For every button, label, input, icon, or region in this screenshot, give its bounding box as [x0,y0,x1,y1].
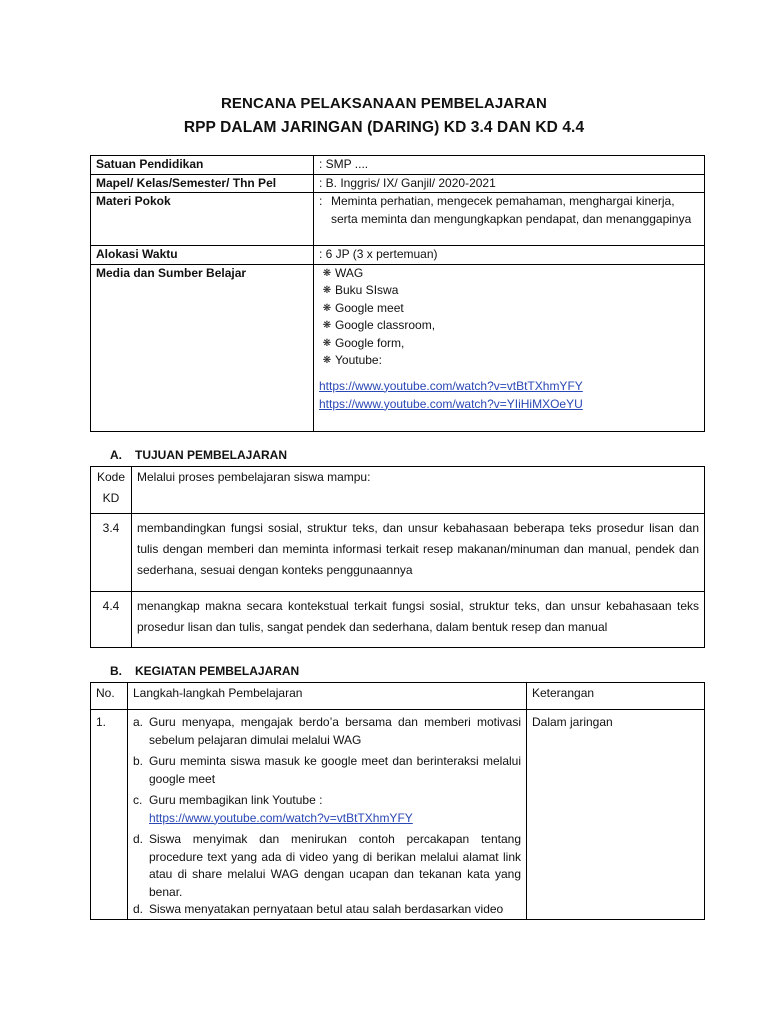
list-item [133,792,521,827]
list-item [133,753,521,788]
steps-header: Langkah-langkah Pembelajaran [128,683,527,710]
section-letter: A. [110,448,122,462]
media-item-label: Google classroom, [335,318,436,332]
list-item [319,352,699,370]
no-header: No. [91,683,128,710]
steps-cell [128,710,527,920]
section-b-heading [110,664,299,678]
document-subtitle: RPP DALAM JARINGAN (DARING) KD 3.4 DAN KD 4.4 [183,119,585,136]
identity-row-mapel [91,174,705,193]
step-text [149,792,521,827]
asterisk-flower-icon: ❋ [322,267,332,279]
code-header-line2: KD [102,491,120,505]
section-title: TUJUAN PEMBELAJARAN [135,448,288,462]
list-item [133,831,521,901]
tujuan-header-row [91,467,705,514]
kd-code: 4.4 [91,592,132,648]
keterangan-value: Dalam jaringan [527,710,705,920]
materi-value: Meminta perhatian, mengecek pemahaman, menghargai kinerja, serta meminta dan mengungkapkan pendapat, dan menanggapinya [331,194,692,226]
step-label: d. [133,902,144,916]
asterisk-flower-icon: ❋ [322,320,332,331]
list-item [319,282,699,300]
youtube-link-2[interactable]: https://www.youtube.com/watch?v=YIiHiMXOeYU [319,396,583,411]
media-item-label: Youtube: [335,353,382,367]
step-label: c. [133,793,143,807]
step-text: Siswa menyatakan pernyataan betul atau salah berdasarkan video [149,902,504,916]
asterisk-flower-icon: ❋ [322,355,332,366]
identity-row-satuan [91,156,705,175]
kd-desc: menangkap makna secara kontekstual terkait fungsi sosial, struktur teks, dan unsur kebahasaan teks prosedur lisan dan tulis, sangat pendek dan sederhana, dalam bentuk resep dan manual [132,592,705,648]
youtube-link-1[interactable]: https://www.youtube.com/watch?v=vtBtTXhmYFY [319,378,583,393]
identity-row-alokasi [91,246,705,265]
table-row [91,514,705,592]
kd-code: 3.4 [91,514,132,592]
row-number: 1. [91,710,128,920]
step-text: Siswa menyimak dan menirukan contoh percakapan tentang procedure text yang ada di video yang di berikan melalui alamat link atau di share melalui WAG dengan ucapan dan tekanan kata yang benar. [149,832,521,899]
ket-header: Keterangan [527,683,705,710]
step-text-main: Guru membagikan link Youtube : [149,793,323,807]
table-row [91,710,705,920]
kd-desc: membandingkan fungsi sosial, struktur teks, dan unsur kebahasaan beberapa teks prosedur lisan dan tulis dengan memberi dan meminta informasi terkait resep makanan/minuman dan manual, pendek dan sederhana, sesuai dengan konteks penggunaannya [132,514,705,592]
list-item [319,265,699,283]
satuan-value: : SMP .... [314,156,705,175]
code-header-line1: Kode [96,470,126,484]
tujuan-table [90,466,705,648]
media-item-label: Google meet [335,300,404,315]
asterisk-flower-icon: ❋ [322,285,332,296]
media-item-label: WAG [335,265,364,280]
identity-row-media [91,264,705,432]
section-a-heading [110,448,287,462]
materi-colon: : [319,194,323,208]
media-cell [314,264,705,432]
code-header [91,467,132,514]
media-item-label: Google form, [335,335,405,350]
step-label: d. [133,832,144,846]
step-label: b. [133,754,144,768]
alokasi-value: : 6 JP (3 x pertemuan) [314,246,705,265]
list-item [133,901,521,919]
step-text: Guru menyapa, mengajak berdo’a bersama dan memberi motivasi sebelum pelajaran dimulai melalui WAG [149,715,521,747]
desc-header: Melalui proses pembelajaran siswa mampu: [132,467,705,514]
step-text: Guru meminta siswa masuk ke google meet dan berinteraksi melalui google meet [149,754,521,786]
kegiatan-header-row [91,683,705,710]
document-title: RENCANA PELAKSANAAN PEMBELAJARAN [221,95,547,112]
satuan-label: Satuan Pendidikan [91,156,314,175]
alokasi-label: Alokasi Waktu [91,246,314,265]
section-title: KEGIATAN PEMBELAJARAN [135,664,300,678]
list-item [133,714,521,749]
section-letter: B. [110,664,122,678]
list-item [319,335,699,353]
asterisk-flower-icon: ❋ [322,302,332,314]
table-row [91,592,705,648]
media-list [319,265,699,370]
materi-cell [314,193,705,246]
media-item-label: Buku SIswa [335,283,399,297]
mapel-label: Mapel/ Kelas/Semester/ Thn Pel [91,174,314,193]
identity-table [90,155,705,432]
youtube-link[interactable]: https://www.youtube.com/watch?v=vtBtTXhmYFY [149,810,413,825]
list-item [319,300,699,318]
media-label: Media dan Sumber Belajar [91,264,314,432]
list-item [319,317,699,335]
asterisk-flower-icon: ❋ [322,337,332,349]
kegiatan-table [90,682,705,920]
step-label: a. [133,715,144,729]
materi-label: Materi Pokok [91,193,314,246]
identity-row-materi [91,193,705,246]
youtube-links [319,377,699,413]
mapel-value: : B. Inggris/ IX/ Ganjil/ 2020-2021 [314,174,705,193]
